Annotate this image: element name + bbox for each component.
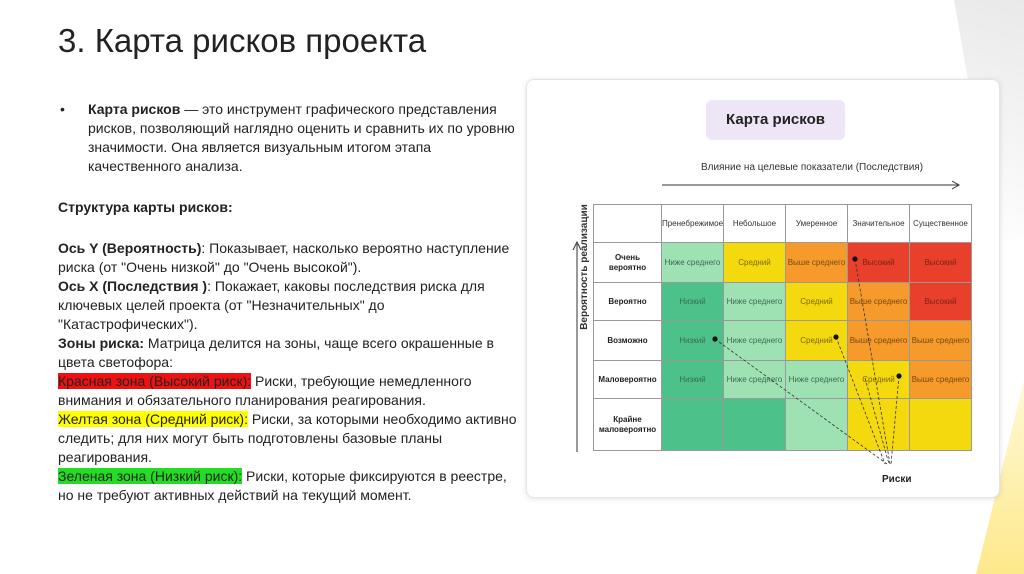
green-zone-highlight: Зеленая зона (Низкий риск):: [58, 468, 243, 484]
risk-cell: Выше среднего: [910, 361, 972, 399]
column-header: Существенное: [910, 205, 972, 243]
risk-cell: Выше среднего: [786, 243, 848, 283]
risk-cell: [786, 399, 848, 451]
risk-cell: Выше среднего: [910, 321, 972, 361]
risk-cell: Средний: [848, 361, 910, 399]
risk-cell: Ниже среднего: [724, 321, 786, 361]
intro-paragraph: [88, 100, 523, 176]
column-header: Значительное: [848, 205, 910, 243]
column-header: Пренебрежимое: [662, 205, 724, 243]
risk-cell: [662, 399, 724, 451]
intro-term: Карта рисков: [88, 101, 181, 117]
axis-y-term: Ось Y (Вероятность): [58, 240, 202, 256]
axis-y-paragraph: [58, 239, 523, 277]
column-header: Умеренное: [786, 205, 848, 243]
axis-x-paragraph: [58, 277, 523, 334]
yellow-zone-highlight: Желтая зона (Средний риск):: [58, 411, 248, 427]
green-zone-text: Риски, которые фиксируются в реестре, но не требуют активных действий на текущий момент.: [58, 468, 507, 503]
risk-cell: Высокий: [848, 243, 910, 283]
x-axis-arrow: [662, 180, 962, 190]
y-axis-label: Вероятность реализации: [579, 204, 590, 330]
axis-y-text: : Показывает, насколько вероятно наступление риска (от "Очень низкой" до "Очень высокой").: [58, 240, 510, 275]
risk-cell: Ниже среднего: [786, 361, 848, 399]
row-header: Крайне маловероятно: [594, 399, 662, 451]
column-header: Небольшое: [724, 205, 786, 243]
risk-cell: Ниже среднего: [662, 243, 724, 283]
risk-cell: Ниже среднего: [724, 361, 786, 399]
red-zone-highlight: Красная зона (Высокий риск):: [58, 373, 252, 389]
matrix-corner: [594, 205, 662, 243]
risk-cell: Низкий: [662, 321, 724, 361]
risk-cell: Выше среднего: [848, 283, 910, 321]
slide-title: 3. Карта рисков проекта: [58, 22, 427, 59]
risk-cell: Средний: [786, 283, 848, 321]
red-zone-text: Риски, требующие немедленного внимания и обязательного планирования реагирования.: [58, 373, 472, 408]
row-header: Вероятно: [594, 283, 662, 321]
risk-map-title: Карта рисков: [706, 100, 845, 140]
bullet-icon: •: [60, 101, 65, 117]
structure-heading: [58, 198, 523, 217]
row-header: Возможно: [594, 321, 662, 361]
row-header: Очень вероятно: [594, 243, 662, 283]
risk-cell: Выше среднего: [848, 321, 910, 361]
risk-cell: Средний: [786, 321, 848, 361]
risk-cell: [910, 399, 972, 451]
intro-bullet: [58, 100, 523, 176]
risk-cell: Ниже среднего: [724, 283, 786, 321]
yellow-zone-text: Риски, за которыми необходимо активно следить; для них могут быть подготовлены базовые планы реагирования.: [58, 411, 517, 465]
risk-matrix: [593, 204, 972, 451]
row-header: Маловероятно: [594, 361, 662, 399]
risk-cell: [848, 399, 910, 451]
green-zone-paragraph: [58, 467, 523, 505]
zones-paragraph: [58, 334, 523, 372]
zones-text: Матрица делится на зоны, чаще всего окрашенные в цвета светофора:: [58, 335, 494, 370]
risk-cell: Средний: [724, 243, 786, 283]
risk-cell: [724, 399, 786, 451]
risks-label: Риски: [882, 474, 912, 485]
risk-cell: Низкий: [662, 283, 724, 321]
slide-text: [58, 100, 523, 505]
risk-map-image: [526, 79, 1000, 498]
structure-heading-text: Структура карты рисков:: [58, 199, 233, 215]
yellow-zone-paragraph: [58, 410, 523, 467]
intro-definition: — это инструмент графического представления рисков, позволяющий наглядно оценить и сравнить их по уровню значимости. Она является визуальным итогом этапа качественного анализа.: [88, 101, 515, 174]
risk-cell: Высокий: [910, 243, 972, 283]
risk-cell: Высокий: [910, 283, 972, 321]
red-zone-paragraph: [58, 372, 523, 410]
x-axis-label: Влияние на целевые показатели (Последствия): [700, 162, 924, 173]
axis-x-term: Ось X (Последствия ): [58, 278, 208, 294]
axis-x-text: : Покажает, каковы последствия риска для ключевых целей проекта (от "Незначительных" до "Катастрофических").: [58, 278, 485, 332]
zones-term: Зоны риска:: [58, 335, 145, 351]
risk-cell: Низкий: [662, 361, 724, 399]
